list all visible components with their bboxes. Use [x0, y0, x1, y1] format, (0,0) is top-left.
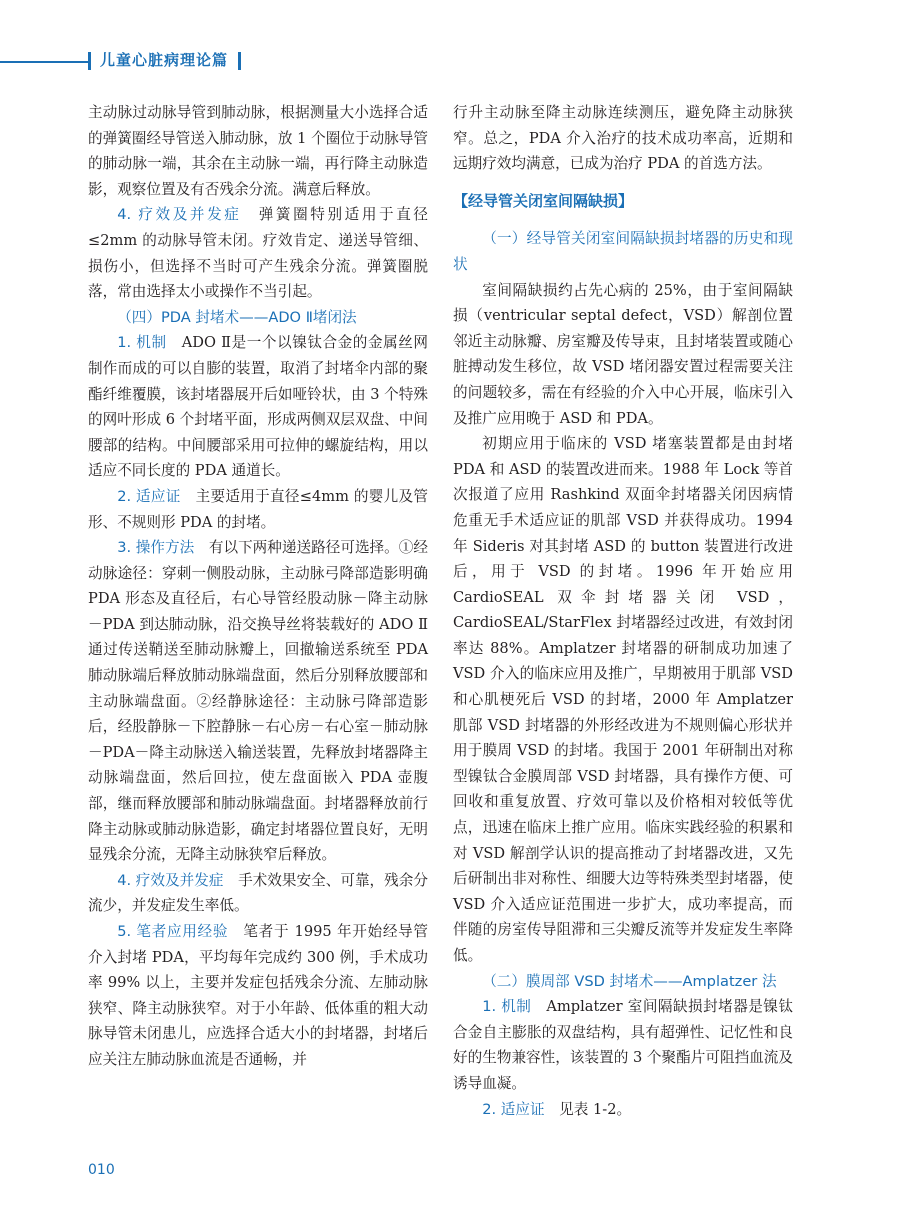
item-text: 手术效果安全、可靠，残余分流少，并发症发生率低。 — [88, 871, 428, 915]
section-heading: 【经导管关闭室间隔缺损】 — [453, 191, 634, 210]
paragraph: 行升主动脉至降主动脉连续测压，避免降主动脉狭窄。总之，PDA 介入治疗的技术成功率高，近期和远期疗效均满意，已成为治疗 PDA 的首选方法。 — [453, 104, 793, 173]
item-label: 2. 适应证 — [482, 1100, 545, 1118]
paragraph — [453, 1097, 793, 1123]
spacer — [453, 214, 793, 226]
page-number: 010 — [88, 1162, 115, 1178]
item-label: 1. 机制 — [117, 334, 167, 352]
item-text: 笔者于 1995 年开始经导管介入封堵 PDA，平均每年完成约 300 例，手术成功率 99% 以上，主要并发症包括残余分流、左肺动脉狭窄、降主动脉狭窄。对于小年龄、低体重的粗大动脉导管未闭患儿，应选择合适大小的封堵器，封堵后应关注左肺动脉血流是否通畅，并 — [88, 923, 428, 1068]
item-text: 主要适用于直径≤4mm 的婴儿及管形、不规则形 PDA 的封堵。 — [88, 487, 428, 531]
running-header: 儿童心脏病理论篇 — [100, 51, 229, 69]
paragraph — [88, 330, 428, 484]
item-label: 4. 疗效及并发症 — [117, 206, 242, 224]
item-text: 弹簧圈特别适用于直径≤2mm 的动脉导管未闭。疗效肯定、递送导管细、损伤小，但选择不当时可产生残余分流。弹簧圈脱落，常由选择太小或操作不当引起。 — [88, 206, 428, 301]
item-text: Amplatzer 室间隔缺损封堵器是镍钛合金自主膨胀的双盘结构，具有超弹性、记忆性和良好的生物兼容性，该装置的 3 个聚酯片可阻挡血流及诱导血凝。 — [453, 998, 793, 1092]
paragraph — [88, 868, 428, 919]
paragraph: 初期应用于临床的 VSD 堵塞装置都是由封堵 PDA 和 ASD 的装置改进而来。1988 年 Lock 等首次报道了应用 Rashkind 双面伞封堵器关闭因病情危重无手术适应证的肌部 VSD 并获得成功。1994 年 Sideris 对其封堵 ASD 的 button 装置进行改进后，用于 VSD 的封堵。1996 年开始应用 CardioSEAL 双伞封堵器关闭 VSD，CardioSEAL/StarFlex 封堵器经过改进，有效封闭率达 88%。Amplatzer 封堵器的研制成功加速了 VSD 介入的临床应用及推广，早期被用于肌部 VSD 和心肌梗死后 VSD 的封堵，2000 年 Amplatzer 肌部 VSD 封堵器的外形经改进为不规则偏心形状并用于膜周 VSD 的封堵。我国于 2001 年研制出对称型镍钛合金膜周部 VSD 封堵器，具有操作方便、可回收和重复放置、疗效可靠以及价格相对较低等优点，迅速在临床上推广应用。临床实践经验的积累和对 VSD 解剖学认识的提高推动了封堵器改进，又先后研制出非对称性、细腰大边等特殊类型封堵器，使 VSD 介入适应证范围进一步扩大，成功率提高，而伴随的房室传导阻滞和三尖瓣反流等并发症发生率降低。 — [453, 435, 793, 964]
header-tick-right — [238, 52, 241, 70]
item-label: 2. 适应证 — [117, 487, 181, 505]
item-label: 1. 机制 — [482, 998, 532, 1016]
item-label: 5. 笔者应用经验 — [117, 923, 229, 940]
item-label: 4. 疗效及并发症 — [117, 871, 224, 889]
subsection-heading: （二）膜周部 VSD 封堵术——Amplatzer 法 — [482, 972, 777, 990]
header-rule — [0, 61, 88, 63]
paragraph — [88, 535, 428, 868]
paragraph — [88, 202, 428, 304]
paragraph: 室间隔缺损约占先心病的 25%，由于室间隔缺损（ventricular septal defect，VSD）解剖位置邻近主动脉瓣、房室瓣及传导束，且封堵装置或随心脏搏动发生移位，故 VSD 堵闭器安置过程需要关注的问题较多，需在有经验的介入中心开展，临床引入及推广应用晚于 ASD 和 PDA。 — [453, 281, 793, 427]
paragraph — [453, 994, 793, 1096]
item-text: 有以下两种递送路径可选择。①经动脉途径：穿刺一侧股动脉，主动脉弓降部造影明确 PDA 形态及直径后，右心导管经股动脉－降主动脉－PDA 到达肺动脉，沿交换导丝将装载好的 ADO Ⅱ通过传送鞘送至肺动脉瓣上，回撤输送系统至 PDA 肺动脉端后释放肺动脉端盘面，然后分别释放腰部和主动脉端盘面。②经静脉途径：主动脉弓降部造影后，经股静脉－下腔静脉－右心房－右心室－肺动脉－PDA－降主动脉送入输送装置，先释放封堵器降主动脉端盘面，然后回拉，使左盘面嵌入 PDA 壶腹部，继而释放腰部和肺动脉端盘面。封堵器释放前行降主动脉或肺动脉造影，确定封堵器位置良好，无明显残余分流，无降主动脉狭窄后释放。 — [88, 539, 428, 864]
left-column — [88, 100, 428, 1073]
item-text: ADO Ⅱ是一个以镍钛合金的金属丝网制作而成的可以自膨的装置，取消了封堵伞内部的聚酯纤维覆膜，该封堵器展开后如哑铃状，由 3 个特殊的网叶形成 6 个封堵平面，形成两侧双层双盘、中间腰部的结构。中间腰部采用可拉伸的螺旋结构，用以适应不同长度的 PDA 通道长。 — [88, 334, 428, 480]
header-tick-left — [88, 52, 91, 70]
item-text: 见表 1-2。 — [559, 1100, 632, 1118]
spacer — [453, 177, 793, 189]
subsection-heading: （四）PDA 封堵术——ADO Ⅱ堵闭法 — [117, 308, 357, 326]
right-column — [453, 100, 793, 1122]
paragraph — [88, 484, 428, 535]
subsection-heading: （一）经导管关闭室间隔缺损封堵器的历史和现状 — [453, 230, 793, 273]
paragraph — [88, 919, 428, 1073]
paragraph: 主动脉过动脉导管到肺动脉，根据测量大小选择合适的弹簧圈经导管送入肺动脉，放 1 个圈位于动脉导管的肺动脉一端，其余在主动脉一端，再行降主动脉造影，观察位置及有否残余分流。满意后释放。 — [88, 104, 428, 198]
item-label: 3. 操作方法 — [117, 539, 195, 557]
